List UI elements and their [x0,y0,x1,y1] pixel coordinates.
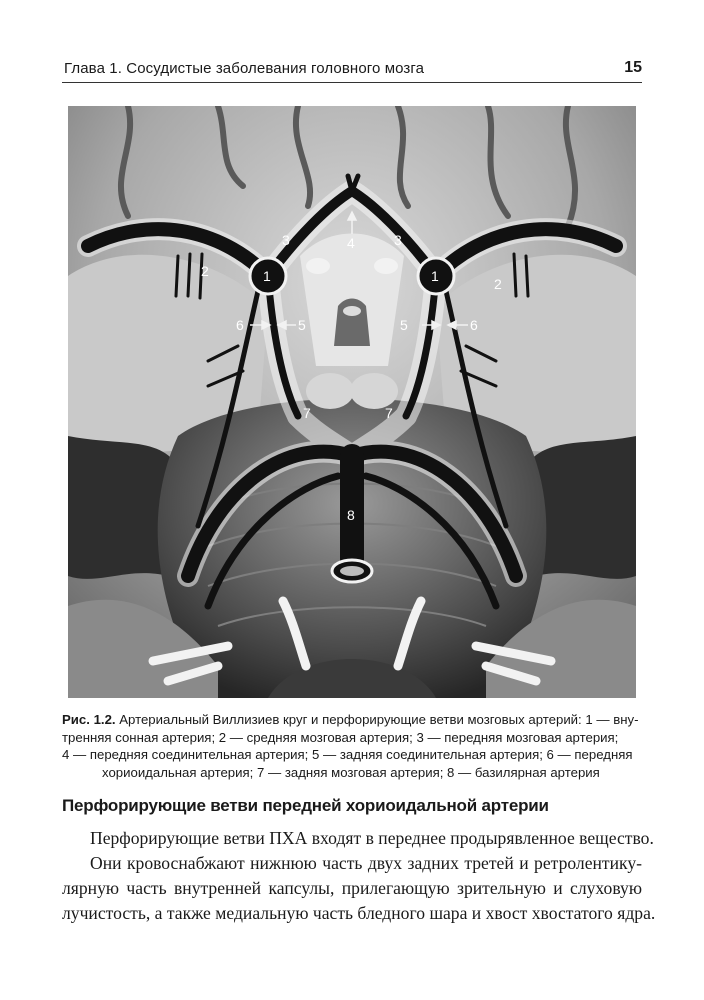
running-head [62,58,642,83]
caption-line-2: тренняя сонная артерия; 2 — средняя мозговая артерия; 3 — передняя мозговая артерия; [62,729,619,745]
label-3-right: 3 [394,232,402,248]
label-6-left: 6 [236,317,244,333]
section-heading: Перфорирующие ветви передней хориоидальной артерии [62,796,549,815]
label-3-left: 3 [282,232,290,248]
caption-lead: Рис. 1.2. [62,712,116,727]
body-line-2: Они кровоснабжают нижнюю часть двух задних третей и ретролентику- [90,853,642,873]
label-2-left: 2 [201,263,209,279]
label-6-right: 6 [470,317,478,333]
body-line-3: лярную часть внутренней капсулы, прилегающую зрительную и слуховую [62,878,642,898]
figure-willis-circle [68,106,636,698]
label-5-left: 5 [298,317,306,333]
label-1-right: 1 [431,268,439,284]
running-title: Глава 1. Сосудистые заболевания головного мозга [64,60,425,77]
caption-text-1: Артериальный Виллизиев круг и перфорирующие ветви мозговых артерий: 1 — вну- [115,712,639,727]
caption-line-3: 4 — передняя соединительная артерия; 5 — задняя соединительная артерия; 6 — передняя [62,747,633,762]
label-8: 8 [347,507,355,523]
label-1-left: 1 [263,268,271,284]
body-line-1: Перфорирующие ветви ПХА входят в переднее продырявленное вещество. [90,828,654,848]
stalk-top [343,306,361,316]
label-4: 4 [347,235,355,251]
caption-line-4: хориоидальная артерия; 7 — задняя мозговая артерия; 8 — базилярная артерия [102,764,600,780]
mammillary-left [306,373,354,409]
pituitary-stalk [334,299,370,347]
label-5-right: 5 [400,317,408,333]
figure-caption [62,711,642,781]
optic-tract-right [374,258,398,274]
body-line-4: лучистость, а также медиальную часть бледного шара и хвост хвостатого ядра. [62,903,656,923]
caption-line-1 [62,711,642,729]
page-number: 15 [624,59,642,76]
mammillary-right [350,373,398,409]
label-7-left: 7 [303,405,311,421]
label-7-right: 7 [385,405,393,421]
anatomical-illustration [68,106,636,698]
optic-tract-left [306,258,330,274]
body-paragraph [62,826,656,926]
label-2-right: 2 [494,276,502,292]
